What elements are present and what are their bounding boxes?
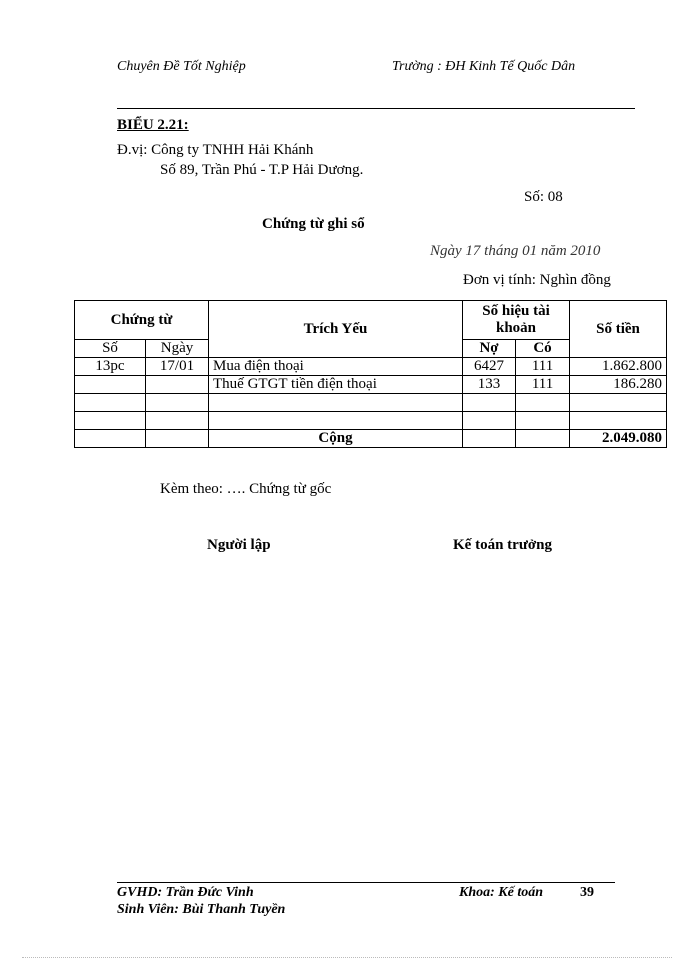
col-header-sohieu: Số hiệu tài khoản	[463, 301, 570, 340]
table-total-row	[75, 430, 667, 448]
doc-number: Số: 08	[524, 189, 563, 205]
signature-preparer: Người lập	[207, 537, 271, 553]
col-header-trichyeu: Trích Yếu	[209, 301, 463, 358]
cell-co: 111	[516, 376, 570, 394]
cell-trichyeu: Mua điện thoại	[209, 358, 463, 376]
header-left: Chuyên Đề Tốt Nghiệp	[117, 59, 246, 74]
cell-sotien: 186.280	[570, 376, 667, 394]
cell-so: 13pc	[75, 358, 146, 376]
signature-chief-accountant: Kế toán trưởng	[453, 537, 552, 553]
col-header-no: Nợ	[463, 340, 516, 358]
cell-co: 111	[516, 358, 570, 376]
cell-sotien: 1.862.800	[570, 358, 667, 376]
table-row	[75, 358, 667, 376]
footer-student: Sinh Viên: Bùi Thanh Tuyền	[117, 902, 286, 917]
cell-ngay: 17/01	[146, 358, 209, 376]
table-row-empty	[75, 394, 667, 412]
attachments: Kèm theo: …. Chứng từ gốc	[160, 481, 332, 497]
col-header-co: Có	[516, 340, 570, 358]
cell-no: 133	[463, 376, 516, 394]
total-label: Cộng	[209, 430, 463, 448]
address: Số 89, Trần Phú - T.P Hải Dương.	[160, 162, 364, 178]
page-bottom-border	[22, 957, 672, 958]
footer-faculty: Khoa: Kế toán	[459, 885, 544, 900]
table-row	[75, 376, 667, 394]
cell-trichyeu: Thuế GTGT tiền điện thoại	[209, 376, 463, 394]
cell-ngay	[146, 376, 209, 394]
doc-title: Chứng từ ghi sổ	[262, 216, 365, 232]
col-header-ngay: Ngày	[146, 340, 209, 358]
col-header-so: Số	[75, 340, 146, 358]
table-row-empty	[75, 412, 667, 430]
cell-no: 6427	[463, 358, 516, 376]
footer-supervisor: GVHD: Trần Đức Vinh	[117, 885, 254, 900]
doc-date: Ngày 17 tháng 01 năm 2010	[430, 243, 601, 259]
currency-unit: Đơn vị tính: Nghìn đồng	[463, 272, 611, 288]
col-header-chungtu: Chứng từ	[75, 301, 209, 340]
total-value: 2.049.080	[570, 430, 667, 448]
voucher-table	[74, 300, 667, 448]
page-number: 39	[580, 885, 594, 900]
doc-label: BIỂU 2.21:	[117, 117, 189, 133]
header-right: Trường : ĐH Kinh Tế Quốc Dân	[392, 59, 576, 74]
header-rule	[117, 108, 635, 109]
unit-line: Đ.vị: Công ty TNHH Hải Khánh	[117, 142, 314, 158]
cell-so	[75, 376, 146, 394]
col-header-sotien: Số tiền	[570, 301, 667, 358]
footer-rule	[117, 882, 615, 883]
